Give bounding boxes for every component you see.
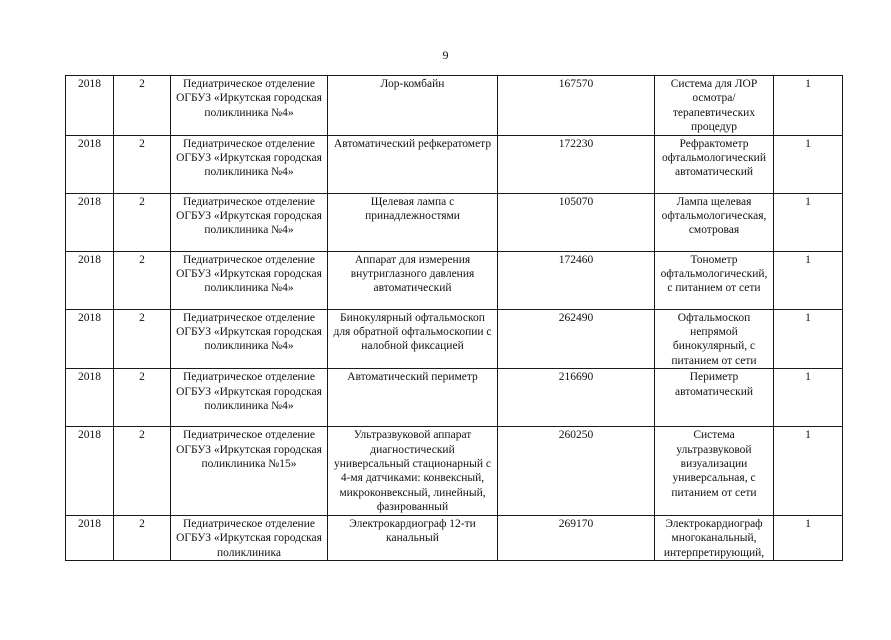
- cell-year: 2018: [66, 251, 114, 309]
- cell-type: Офтальмоскоп непрямой бинокулярный, с питанием от сети: [655, 309, 774, 369]
- cell-count: 1: [774, 193, 843, 251]
- cell-type: Лампа щелевая офтальмологическая, смотровая: [655, 193, 774, 251]
- page-number: 9: [442, 48, 449, 62]
- cell-year: 2018: [66, 427, 114, 515]
- cell-code: 216690: [498, 369, 655, 427]
- cell-count: 1: [774, 251, 843, 309]
- cell-department: Педиатрическое отделение ОГБУЗ «Иркутская городская поликлиника №4»: [171, 76, 328, 136]
- cell-count: 1: [774, 427, 843, 515]
- cell-code: 105070: [498, 193, 655, 251]
- cell-qty: 2: [114, 369, 171, 427]
- table-row: [66, 309, 843, 369]
- cell-department: Педиатрическое отделение ОГБУЗ «Иркутская городская поликлиника №4»: [171, 193, 328, 251]
- cell-qty: 2: [114, 309, 171, 369]
- cell-code: 260250: [498, 427, 655, 515]
- cell-equipment-name: Автоматический периметр: [328, 369, 498, 427]
- cell-department: Педиатрическое отделение ОГБУЗ «Иркутская городская поликлиника №15»: [171, 427, 328, 515]
- cell-equipment-name: Электрокардиограф 12-ти канальный: [328, 515, 498, 560]
- cell-type: Рефрактометр офтальмологический автоматический: [655, 135, 774, 193]
- cell-count: 1: [774, 369, 843, 427]
- cell-equipment-name: Автоматический рефкератометр: [328, 135, 498, 193]
- cell-qty: 2: [114, 193, 171, 251]
- equipment-table: [65, 75, 843, 561]
- cell-qty: 2: [114, 135, 171, 193]
- table-row: [66, 515, 843, 560]
- cell-year: 2018: [66, 515, 114, 560]
- cell-count: 1: [774, 515, 843, 560]
- cell-department: Педиатрическое отделение ОГБУЗ «Иркутская городская поликлиника №4»: [171, 309, 328, 369]
- cell-type: Тонометр офтальмологический, с питанием от сети: [655, 251, 774, 309]
- cell-code: 269170: [498, 515, 655, 560]
- cell-type: Электрокардиограф многоканальный, интерпретирующий,: [655, 515, 774, 560]
- cell-type: Периметр автоматический: [655, 369, 774, 427]
- cell-type: Система ультразвуковой визуализации универсальная, с питанием от сети: [655, 427, 774, 515]
- cell-count: 1: [774, 135, 843, 193]
- cell-count: 1: [774, 76, 843, 136]
- cell-equipment-name: Лор-комбайн: [328, 76, 498, 136]
- cell-qty: 2: [114, 251, 171, 309]
- cell-type: Система для ЛОР осмотра/ терапевтических процедур: [655, 76, 774, 136]
- cell-qty: 2: [114, 515, 171, 560]
- cell-equipment-name: Бинокулярный офтальмоскоп для обратной офтальмоскопии с налобной фиксацией: [328, 309, 498, 369]
- cell-qty: 2: [114, 427, 171, 515]
- cell-code: 172230: [498, 135, 655, 193]
- cell-department: Педиатрическое отделение ОГБУЗ «Иркутская городская поликлиника №4»: [171, 135, 328, 193]
- cell-department: Педиатрическое отделение ОГБУЗ «Иркутская городская поликлиника №4»: [171, 251, 328, 309]
- cell-year: 2018: [66, 193, 114, 251]
- cell-code: 262490: [498, 309, 655, 369]
- cell-equipment-name: Ультразвуковой аппарат диагностический универсальный стационарный с 4-мя датчиками: конвексный, микроконвексный, линейный, фазированный: [328, 427, 498, 515]
- cell-count: 1: [774, 309, 843, 369]
- cell-equipment-name: Аппарат для измерения внутриглазного давления автоматический: [328, 251, 498, 309]
- table-row: [66, 427, 843, 515]
- cell-code: 172460: [498, 251, 655, 309]
- cell-code: 167570: [498, 76, 655, 136]
- table-row: [66, 369, 843, 427]
- table-row: [66, 251, 843, 309]
- cell-year: 2018: [66, 309, 114, 369]
- cell-year: 2018: [66, 135, 114, 193]
- cell-year: 2018: [66, 369, 114, 427]
- cell-department: Педиатрическое отделение ОГБУЗ «Иркутская городская поликлиника №4»: [171, 369, 328, 427]
- cell-equipment-name: Щелевая лампа с принадлежностями: [328, 193, 498, 251]
- cell-year: 2018: [66, 76, 114, 136]
- table-row: [66, 135, 843, 193]
- table-row: [66, 76, 843, 136]
- cell-department: Педиатрическое отделение ОГБУЗ «Иркутская городская поликлиника: [171, 515, 328, 560]
- table-row: [66, 193, 843, 251]
- cell-qty: 2: [114, 76, 171, 136]
